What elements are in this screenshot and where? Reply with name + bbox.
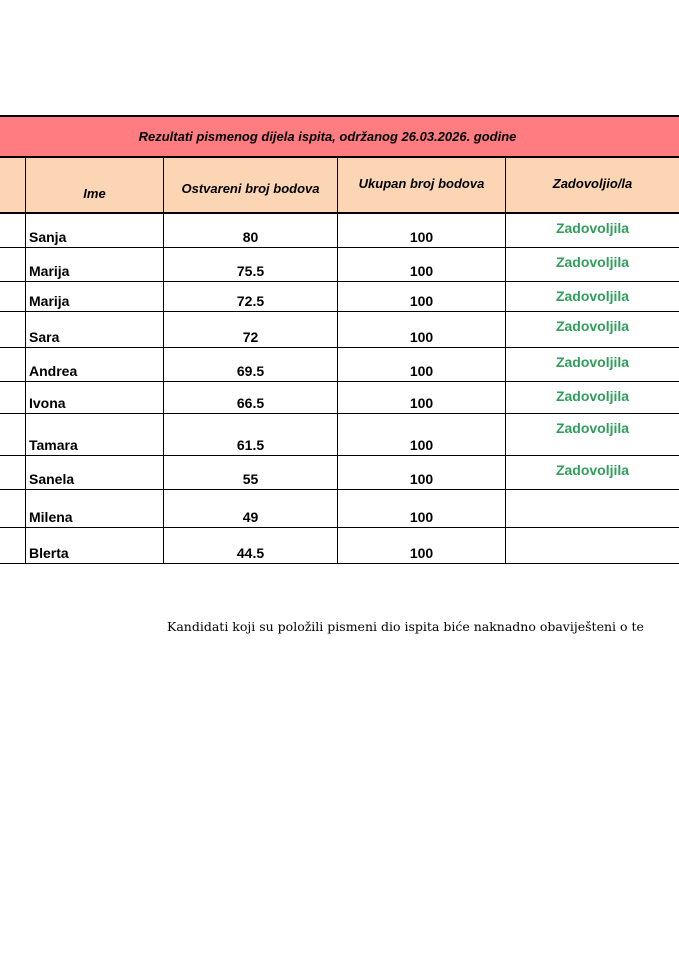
cell-ostvareni: 49 bbox=[164, 489, 338, 527]
cell-status: Zadovoljila bbox=[506, 213, 679, 247]
cell-status: Zadovoljila bbox=[506, 247, 679, 281]
header-number-cell bbox=[0, 157, 26, 213]
footer-note: Kandidati koji su položili pismeni dio ispita biće naknadno obaviješteni o te bbox=[167, 619, 644, 634]
cell-ostvareni: 75.5 bbox=[164, 247, 338, 281]
cell-ime: Sanja bbox=[26, 213, 164, 247]
cell-status: Zadovoljila bbox=[506, 413, 679, 455]
header-ostvareni: Ostvareni broj bodova bbox=[164, 157, 338, 213]
cell-ukupan: 100 bbox=[338, 489, 506, 527]
cell-ostvareni: 69.5 bbox=[164, 347, 338, 381]
header-zadovoljio: Zadovoljio/la bbox=[506, 157, 679, 213]
table-row bbox=[0, 311, 679, 347]
table-row bbox=[0, 489, 679, 527]
cell-status bbox=[506, 527, 679, 563]
row-number-cell bbox=[0, 281, 26, 311]
row-number-cell bbox=[0, 413, 26, 455]
cell-ime: Marija bbox=[26, 247, 164, 281]
cell-ostvareni: 66.5 bbox=[164, 381, 338, 413]
cell-ime: Blerta bbox=[26, 527, 164, 563]
table-row bbox=[0, 527, 679, 563]
cell-status: Zadovoljila bbox=[506, 347, 679, 381]
table-title: Rezultati pismenog dijela ispita, održanog 26.03.2026. godine bbox=[0, 116, 679, 157]
header-ime: Ime bbox=[26, 157, 164, 213]
cell-ukupan: 100 bbox=[338, 311, 506, 347]
row-number-cell bbox=[0, 527, 26, 563]
cell-status: Zadovoljila bbox=[506, 455, 679, 489]
table-row bbox=[0, 381, 679, 413]
cell-ostvareni: 61.5 bbox=[164, 413, 338, 455]
cell-ime: Marija bbox=[26, 281, 164, 311]
header-row bbox=[0, 157, 679, 213]
table-row bbox=[0, 413, 679, 455]
table-row bbox=[0, 347, 679, 381]
cell-ukupan: 100 bbox=[338, 413, 506, 455]
cell-ukupan: 100 bbox=[338, 281, 506, 311]
cell-ostvareni: 55 bbox=[164, 455, 338, 489]
header-ukupan: Ukupan broj bodova bbox=[338, 157, 506, 213]
row-number-cell bbox=[0, 455, 26, 489]
cell-status: Zadovoljila bbox=[506, 381, 679, 413]
cell-status bbox=[506, 489, 679, 527]
row-number-cell bbox=[0, 489, 26, 527]
cell-ukupan: 100 bbox=[338, 381, 506, 413]
cell-ukupan: 100 bbox=[338, 247, 506, 281]
cell-ostvareni: 80 bbox=[164, 213, 338, 247]
cell-ime: Milena bbox=[26, 489, 164, 527]
row-number-cell bbox=[0, 213, 26, 247]
cell-ukupan: 100 bbox=[338, 527, 506, 563]
cell-ime: Ivona bbox=[26, 381, 164, 413]
row-number-cell bbox=[0, 347, 26, 381]
row-number-cell bbox=[0, 247, 26, 281]
cell-ukupan: 100 bbox=[338, 455, 506, 489]
results-table bbox=[0, 115, 679, 564]
cell-ostvareni: 72.5 bbox=[164, 281, 338, 311]
row-number-cell bbox=[0, 311, 26, 347]
cell-ime: Sara bbox=[26, 311, 164, 347]
title-row bbox=[0, 116, 679, 157]
results-sheet bbox=[0, 115, 679, 564]
cell-ime: Sanela bbox=[26, 455, 164, 489]
cell-ime: Tamara bbox=[26, 413, 164, 455]
cell-status: Zadovoljila bbox=[506, 311, 679, 347]
table-row bbox=[0, 247, 679, 281]
cell-ostvareni: 44.5 bbox=[164, 527, 338, 563]
table-row bbox=[0, 455, 679, 489]
cell-ukupan: 100 bbox=[338, 347, 506, 381]
table-row bbox=[0, 213, 679, 247]
table-row bbox=[0, 281, 679, 311]
row-number-cell bbox=[0, 381, 26, 413]
cell-ukupan: 100 bbox=[338, 213, 506, 247]
cell-ime: Andrea bbox=[26, 347, 164, 381]
cell-ostvareni: 72 bbox=[164, 311, 338, 347]
cell-status: Zadovoljila bbox=[506, 281, 679, 311]
